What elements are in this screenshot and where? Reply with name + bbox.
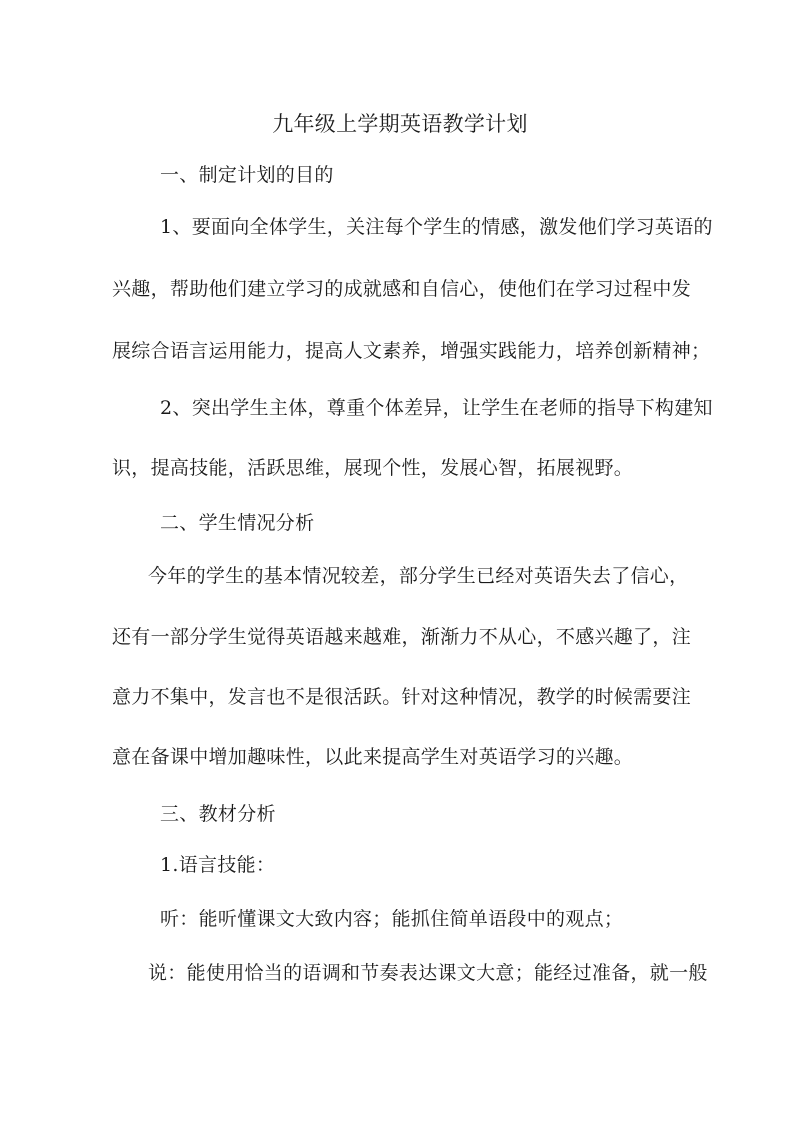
paragraph-line: 听：能听懂课文大致内容；能抓住简单语段中的观点； xyxy=(160,908,624,930)
paragraph-line: 意力不集中，发言也不是很活跃。针对这种情况，教学的时候需要注 xyxy=(112,686,692,708)
paragraph-line: 今年的学生的基本情况较差，部分学生已经对英语失去了信心， xyxy=(148,565,689,587)
paragraph-line: 兴趣，帮助他们建立学习的成就感和自信心，使他们在学习过程中发 xyxy=(112,278,692,300)
paragraph-line: 展综合语言运用能力，提高人文素养，增强实践能力，培养创新精神； xyxy=(112,340,711,362)
paragraph-line: 识，提高技能，活跃思维，展现个性，发展心智，拓展视野。 xyxy=(112,457,634,479)
paragraph-line: 还有一部分学生觉得英语越来越难，渐渐力不从心，不感兴趣了，注 xyxy=(112,626,692,648)
paragraph-line: 说：能使用恰当的语调和节奏表达课文大意；能经过准备，就一般 xyxy=(148,962,708,984)
section-heading-students: 二、学生情况分析 xyxy=(160,512,315,534)
paragraph-line: 2、突出学生主体，尊重个体差异，让学生在老师的指导下构建知 xyxy=(160,397,713,419)
paragraph-line: 1、要面向全体学生，关注每个学生的情感，激发他们学习英语的 xyxy=(160,216,713,238)
section-heading-materials: 三、教材分析 xyxy=(160,803,276,825)
section-heading-purpose: 一、制定计划的目的 xyxy=(160,164,334,186)
subheading-language-skills: 1.语言技能： xyxy=(160,854,276,876)
paragraph-line: 意在备课中增加趣味性，以此来提高学生对英语学习的兴趣。 xyxy=(112,746,634,768)
document-title: 九年级上学期英语教学计划 xyxy=(272,112,528,136)
